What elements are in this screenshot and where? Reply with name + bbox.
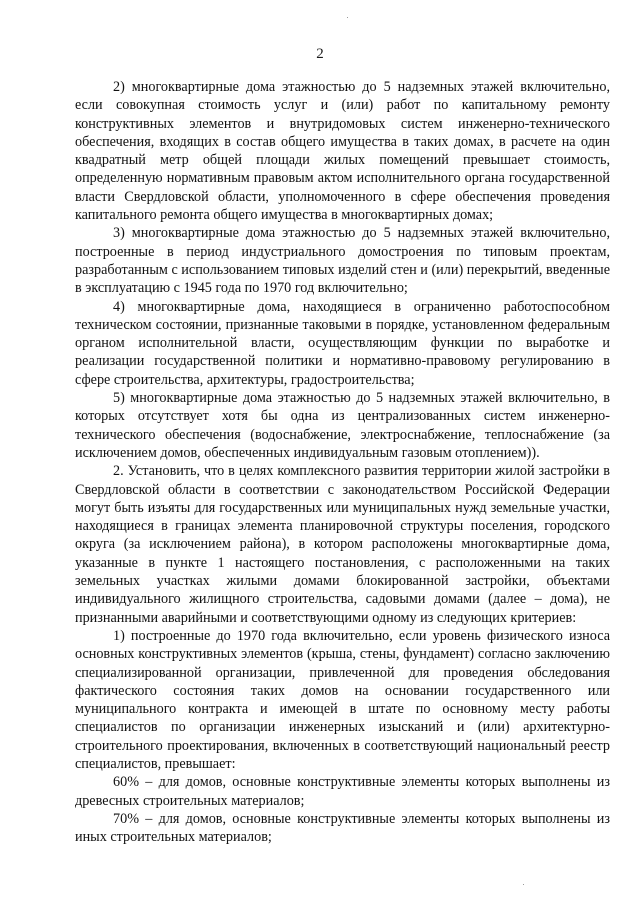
- paragraph-item-5: 5) многоквартирные дома этажностью до 5 надземных этажей включительно, в которых отсутствует хотя бы одна из централизованных систем инженерно-технического обеспечения (водоснабжение, электроснабжение, теплоснабжение (за исключением домов, обеспеченных индивидуальным газовым отоплением)).: [75, 390, 610, 461]
- paragraph-criterion-1: 1) построенные до 1970 года включительно, если уровень физического износа основных конструктивных элементов (крыша, стены, фундамент) согласно заключению специализированной организации, привлеченной для проведения обследования фактического состояния таких домов на основании государственного или муниципального контракта и имеющей в штате по основному месту работы специалистов по организации инженерных изысканий и (или) архитектурно-строительного проектирования, включенных в соответствующий национальный реестр специалистов, превышает:: [75, 627, 610, 772]
- page-number: 2: [316, 46, 324, 62]
- scan-speck: [523, 884, 524, 885]
- paragraph-criterion-60: 60% – для домов, основные конструктивные элементы которых выполнены из древесных строительных материалов;: [75, 774, 610, 809]
- paragraph-criterion-70: 70% – для домов, основные конструктивные элементы которых выполнены из иных строительных материалов;: [75, 810, 610, 846]
- paragraph-item-2: 2) многоквартирные дома этажностью до 5 надземных этажей включительно, если совокупная стоимость услуг и (или) работ по капитальному ремонту конструктивных элементов и внутридомовых систем инженерно-технического обеспечения, входящих в состав общего имущества в таких домах, в расчете на один квадратный метр общей площади жилых помещений превышает стоимость, определенную нормативным правовым актом исполнительного органа государственной власти Свердловской области, уполномоченного в сфере обеспечения проведения капитального ремонта общего имущества в многоквартирных домах;: [75, 79, 610, 224]
- scan-speck: [347, 17, 348, 18]
- paragraph-item-4: 4) многоквартирные дома, находящиеся в ограниченно работоспособном техническом состоянии, признанные таковыми в порядке, установленном федеральным органом исполнительной власти, осуществляющим функции по выработке и реализации государственной политики и нормативно-правовому регулированию в сфере строительства, архитектуры, градостроительства;: [75, 298, 610, 388]
- paragraph-clause-2: 2. Установить, что в целях комплексного развития территории жилой застройки в Свердловской области в соответствии с законодательством Российской Федерации могут быть изъяты для государственных или муниципальных нужд земельные участки, находящиеся в границах элемента планировочной структуры поселения, городского округа (за исключением района), в котором расположены многоквартирные дома, указанные в пункте 1 настоящего постановления, с расположенными на таких земельных участках жилыми домами блокированной застройки, объектами индивидуального жилищного строительства, садовыми домами (далее – дома), не признанными аварийными и соответствующими одному из следующих критериев:: [75, 463, 610, 626]
- document-body: [75, 78, 610, 846]
- paragraph-item-3: 3) многоквартирные дома этажностью до 5 надземных этажей включительно, построенные в период индустриального домостроения по типовым проектам, разработанным с использованием типовых изделий стен и (или) перекрытий, введенные в эксплуатацию с 1945 года по 1970 год включительно;: [75, 225, 610, 297]
